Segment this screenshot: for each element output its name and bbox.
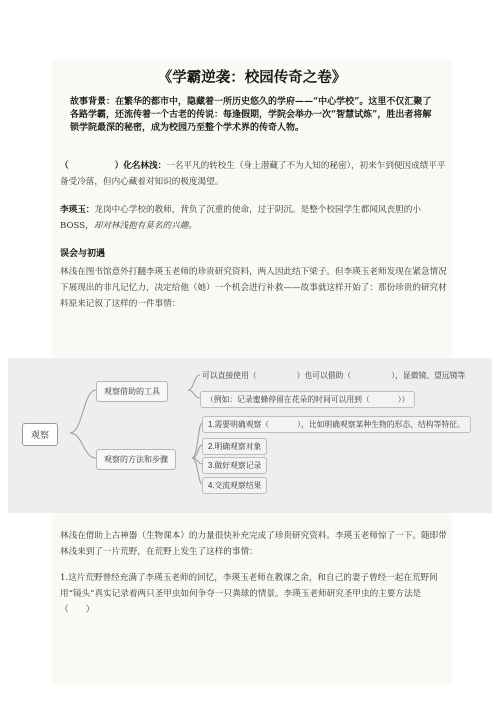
branch-methods: 观察的方法和步骤 — [96, 449, 176, 470]
leaf-tools-1: 可以直接使用（ ）也可以借助（ ），显微镜、望远镜等 — [202, 371, 466, 380]
leaf-methods-3: 3.做好观察记录 — [202, 457, 267, 474]
leaf-methods-1: 1.需要明确观察（ ），比如明确观察某种生物的形态、结构等特征。 — [202, 416, 471, 433]
character-desc-italic: 却对林浅抱有莫名的兴趣。 — [93, 221, 197, 231]
page-title: 《学霸逆袭：校园传奇之卷》 — [157, 69, 347, 86]
character-desc-liyingyu: 龙岗中心学校的教师，背负了沉重的使命，过于阴沉。是整个校园学生都闻风丧胆的小 BOSS， — [60, 205, 421, 231]
blank-open: （ — [60, 161, 69, 171]
character-name-liyingyu: 李瑛玉： — [60, 205, 95, 215]
character-intro-linqian — [60, 158, 450, 190]
leaf-tools-2: （例如：记录蜜蜂停留在花朵的时间可以用到（ ）） — [200, 391, 415, 408]
story-paragraph-2: 林浅在借助上古神器（生物课本）的力量很快补充完成了珍贵研究资料。李瑛玉老师惊了一下。随即带林浅来到了一片荒野，在荒野上发生了这样的事情： — [60, 531, 447, 557]
question-1: 1.这片荒野曾经充满了李瑛玉老师的回忆，李瑛玉老师在教课之余，和自己的妻子曾经一起在荒野间用“镜头”真实记录着两只圣甲虫如何争夺一只粪球的情景。李瑛玉老师研究圣甲虫的主要方法是（ ） — [60, 573, 438, 615]
leaf-methods-4: 4.交流观察结果 — [202, 477, 267, 494]
character-name-linqian: ）化名林浅： — [114, 161, 167, 171]
branch-tools: 观察借助的工具 — [96, 381, 168, 402]
section-heading: 误会与初遇 — [60, 249, 106, 259]
mind-map-root: 观察 — [22, 423, 58, 446]
character-intro-liyingyu — [60, 202, 450, 234]
leaf-methods-2: 2.明确观察对象 — [202, 438, 267, 455]
character-desc-linqian: 一名平凡的转校生（身上潜藏了不为人知的秘密），初来乍到便因成绩平平备受冷落，但内心藏着对知识的极度渴望。 — [60, 161, 446, 187]
mind-map — [8, 358, 492, 513]
story-background: 故事背景：在繁华的都市中，隐藏着一所历史悠久的学府——“中心学校”。这里不仅汇聚了各路学霸，还流传着一个古老的传说：每逢假期，学院会举办一次“智慧试炼”，胜出者将解锁学院最深的秘密，成为校园乃至整个学术界的传奇人物。 — [70, 97, 432, 133]
story-paragraph-1: 林浅在图书馆意外打翻李瑛玉老师的珍贵研究资料，两人因此结下梁子。但李瑛玉老师发现在紧急情况下展现出的非凡记忆力，决定给他（她）一个机会进行补救——故事就这样开始了：那份珍贵的研究材料原来记叙了这样的一件事情： — [60, 267, 447, 309]
